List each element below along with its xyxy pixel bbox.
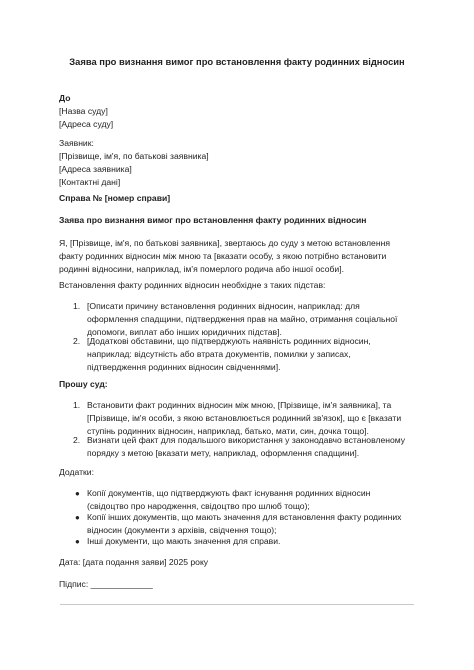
list-item-line: ступінь родинних відносин, наприклад, батько, мати, син, дочка тощо].: [87, 426, 369, 436]
list-item-line: [Описати причину встановлення родинних відносин, наприклад: для: [87, 301, 360, 311]
grounds-list: [73, 300, 433, 380]
list-number: 1.: [73, 400, 81, 410]
case-number: Справа № [номер справи]: [59, 193, 171, 203]
signature-line: Підпис: _____________: [59, 579, 153, 589]
bullet-icon: ●: [75, 513, 80, 522]
list-item-line: Копії інших документів, що мають значення для встановлення факту родинних: [87, 512, 402, 522]
attachments-heading: Додатки:: [59, 467, 94, 477]
applicant-line: [Контактні дані]: [59, 177, 121, 187]
applicant-line: [Прізвище, ім'я, по батькові заявника]: [59, 151, 209, 161]
list-item-line: підтвердження родинних відносин свідченнями].: [87, 362, 281, 372]
date-line: Дата: [дата подання заяви] 2025 року: [59, 557, 209, 567]
list-item-line: Встановити факт родинних відносин між мною, [Прізвище, ім'я заявника], та: [87, 400, 392, 410]
document-subtitle: Заява про визнання вимог про встановлення факту родинних відносин: [59, 215, 367, 225]
list-item-line: Інші документи, що мають значення для справи.: [87, 536, 281, 546]
list-number: 2.: [73, 435, 81, 445]
recipient-line: [Назва суду]: [59, 106, 108, 116]
list-item-line: допомоги, виплат або інших юридичних підстав].: [87, 327, 282, 337]
requests-list: [73, 399, 433, 459]
intro-line: Я, [Прізвище, ім'я, по батькові заявника], звертаюсь до суду з метою встановлення: [59, 238, 390, 248]
list-number: 2.: [73, 336, 81, 346]
intro-line: родинні відносини, наприклад, ім'я померлого родича або іншої особи].: [59, 264, 344, 274]
list-item-line: Визнати цей факт для подальшого використання у законодавчо встановленому: [87, 435, 406, 445]
footer-divider: [60, 604, 414, 605]
list-item-line: оформлення спадщини, підтвердження прав на майно, отримання соціальної: [87, 314, 398, 324]
recipient-block: [59, 92, 113, 131]
list-item-line: Копії документів, що підтверджують факт існування родинних відносин: [87, 488, 371, 498]
intro-paragraph: [59, 237, 390, 276]
recipient-line: [Адреса суду]: [59, 119, 114, 129]
grounds-intro: Встановлення факту родинних відносин необхідне з таких підстав:: [59, 280, 326, 290]
attachments-list: [73, 487, 433, 547]
applicant-label: Заявник:: [59, 138, 94, 148]
list-item-line: наприклад: відсутність або втрата документів, помилки у записах,: [87, 349, 351, 359]
intro-line: факту родинних відносин між мною та [вказати особу, з якою потрібно встановити: [59, 251, 387, 261]
list-item-line: порядку з метою [вказати мету, наприклад, оформлення спадщини].: [87, 448, 360, 458]
list-item-line: [Додаткові обставини, що підтверджують наявність родинних відносин,: [87, 336, 371, 346]
list-item-line: [Прізвище, ім'я особи, з якою встановлюється родинний зв'язок], що є [вказати: [87, 413, 402, 423]
list-number: 1.: [73, 301, 81, 311]
document-title: Заява про визнання вимог про встановлення факту родинних відносин: [69, 56, 405, 67]
request-heading: Прошу суд:: [59, 379, 108, 389]
bullet-icon: ●: [75, 489, 80, 498]
list-item-line: (свідоцтво про народження, свідоцтво про шлюб тощо);: [87, 501, 310, 511]
bullet-icon: ●: [75, 537, 80, 546]
recipient-label: До: [59, 93, 71, 103]
list-item-line: відносин (документи з архівів, свідчення тощо);: [87, 525, 277, 535]
applicant-block: [59, 137, 209, 189]
applicant-line: [Адреса заявника]: [59, 164, 132, 174]
